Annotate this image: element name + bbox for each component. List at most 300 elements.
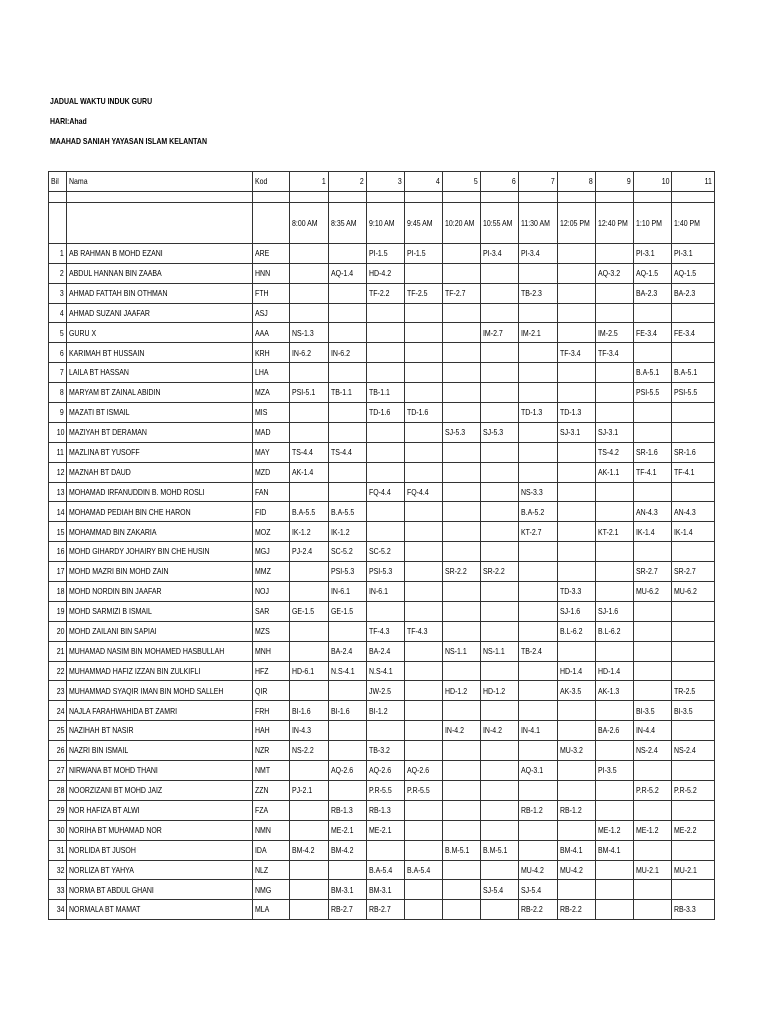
teacher-code-text: LHA [255, 367, 269, 378]
slot-cell [405, 681, 443, 701]
slot-cell [672, 542, 715, 562]
slot-cell [634, 403, 672, 423]
teacher-code [253, 263, 290, 283]
slot-cell [596, 243, 634, 263]
table-row [49, 880, 715, 900]
slot-cell-text: PJ-2.4 [292, 546, 313, 557]
slot-cell [290, 761, 329, 781]
row-bil [49, 542, 67, 562]
table-row [49, 403, 715, 423]
slot-cell-text: PI-3.1 [636, 248, 655, 259]
slot-cell [596, 522, 634, 542]
slot-cell-text: SR-1.6 [636, 446, 658, 457]
slot-cell [634, 900, 672, 920]
teacher-name-text: MOHD ZAILANI BIN SAPIAI [69, 626, 157, 636]
slot-cell [367, 263, 405, 283]
slot-cell [596, 780, 634, 800]
row-bil [49, 303, 67, 323]
slot-cell [558, 681, 596, 701]
slot-cell-text: TS-4.2 [598, 446, 619, 457]
slot-cell [367, 482, 405, 502]
period-time-text: 10:20 AM [445, 217, 475, 228]
teacher-name [67, 601, 253, 621]
slot-cell-text: TD-1.6 [369, 407, 391, 418]
slot-cell-text: RB-2.7 [331, 904, 353, 915]
slot-cell-text: PI-3.5 [598, 765, 617, 776]
header-period-text: 4 [436, 176, 440, 187]
slot-cell [519, 542, 558, 562]
table-row [49, 900, 715, 920]
slot-cell [519, 522, 558, 542]
teacher-name-text: NAZIHAH BT NASIR [69, 725, 134, 736]
slot-cell [367, 681, 405, 701]
teacher-code-text: FRH [255, 705, 270, 716]
slot-cell-text: TF-4.3 [407, 626, 428, 636]
slot-cell-text: KT-2.7 [521, 526, 542, 537]
slot-cell [290, 582, 329, 602]
timetable [48, 171, 715, 920]
slot-cell [481, 482, 519, 502]
slot-cell [290, 482, 329, 502]
slot-cell [290, 880, 329, 900]
slot-cell [558, 741, 596, 761]
slot-cell-text: TR-2.5 [674, 685, 696, 696]
slot-cell [290, 263, 329, 283]
slot-cell [634, 482, 672, 502]
teacher-name-text: MOHAMAD IRFANUDDIN B. MOHD ROSLI [69, 486, 205, 497]
slot-cell-text: AQ-1.5 [674, 267, 697, 278]
slot-cell-text: MU-2.1 [674, 864, 697, 875]
slot-cell [558, 582, 596, 602]
slot-cell [672, 502, 715, 522]
row-bil-text: 33 [56, 884, 64, 895]
slot-cell [558, 522, 596, 542]
spacer-cell [634, 191, 672, 202]
teacher-code-text: NLZ [255, 864, 269, 875]
slot-cell [329, 900, 367, 920]
slot-cell [367, 701, 405, 721]
slot-cell-text: RB-1.3 [369, 805, 391, 816]
slot-cell [367, 522, 405, 542]
slot-cell [367, 363, 405, 383]
table-row [49, 263, 715, 283]
row-bil-text: 29 [56, 805, 64, 816]
slot-cell-text: IN-6.1 [331, 586, 350, 597]
teacher-name [67, 343, 253, 363]
spacer-cell [329, 191, 367, 202]
spacer-cell [519, 191, 558, 202]
row-bil-text: 14 [56, 506, 64, 517]
slot-cell [634, 582, 672, 602]
period-time-text: 8:00 AM [292, 217, 318, 228]
slot-cell [443, 621, 481, 641]
slot-cell [596, 502, 634, 522]
table-row [49, 701, 715, 721]
slot-cell [481, 780, 519, 800]
teacher-code-text: HNN [255, 267, 271, 278]
slot-cell [290, 303, 329, 323]
row-bil-text: 10 [56, 427, 64, 438]
teacher-name [67, 860, 253, 880]
slot-cell [519, 482, 558, 502]
slot-cell [405, 522, 443, 542]
document-title: JADUAL WAKTU INDUK GURU [50, 96, 153, 106]
slot-cell [634, 701, 672, 721]
row-bil [49, 880, 67, 900]
slot-cell [558, 303, 596, 323]
slot-cell-text: PSI-5.3 [331, 566, 355, 577]
slot-cell-text: GE-1.5 [292, 606, 315, 617]
row-bil [49, 641, 67, 661]
slot-cell [596, 422, 634, 442]
slot-cell-text: TS-4.4 [292, 446, 313, 457]
slot-cell [634, 641, 672, 661]
period-time [672, 202, 715, 243]
slot-cell [672, 601, 715, 621]
slot-cell-text: AK-1.3 [598, 685, 620, 696]
slot-cell [405, 761, 443, 781]
timetable-sheet [48, 171, 714, 920]
slot-cell [558, 900, 596, 920]
teacher-name-text: MOHD GIHARDY JOHAIRY BIN CHE HUSIN [69, 546, 210, 557]
teacher-code [253, 363, 290, 383]
row-bil [49, 283, 67, 303]
row-bil [49, 482, 67, 502]
slot-cell [596, 442, 634, 462]
slot-cell-text: TF-3.4 [598, 347, 619, 358]
slot-cell [329, 621, 367, 641]
slot-cell [329, 462, 367, 482]
slot-cell-text: B.A-5.4 [407, 864, 431, 875]
spacer-cell [290, 191, 329, 202]
slot-cell [443, 502, 481, 522]
teacher-code-text: MZD [255, 466, 271, 477]
slot-cell [519, 900, 558, 920]
slot-cell [558, 422, 596, 442]
slot-cell [329, 283, 367, 303]
slot-cell [367, 820, 405, 840]
teacher-name-text: NORIHA BT MUHAMAD NOR [69, 824, 162, 835]
teacher-name [67, 403, 253, 423]
teacher-code-text: MGJ [255, 546, 270, 557]
slot-cell [558, 403, 596, 423]
slot-cell-text: B.A-5.1 [636, 367, 660, 378]
slot-cell [443, 761, 481, 781]
slot-cell [405, 243, 443, 263]
row-bil [49, 681, 67, 701]
slot-cell [558, 761, 596, 781]
slot-cell [367, 343, 405, 363]
slot-cell [405, 363, 443, 383]
teacher-code [253, 661, 290, 681]
slot-cell [596, 701, 634, 721]
period-time [443, 202, 481, 243]
slot-cell [481, 522, 519, 542]
slot-cell [519, 701, 558, 721]
slot-cell [672, 482, 715, 502]
slot-cell [519, 860, 558, 880]
slot-cell [367, 403, 405, 423]
slot-cell [634, 860, 672, 880]
slot-cell-text: B.A-5.1 [674, 367, 698, 378]
slot-cell [634, 343, 672, 363]
slot-cell [672, 820, 715, 840]
slot-cell [367, 562, 405, 582]
slot-cell [672, 800, 715, 820]
table-row [49, 780, 715, 800]
slot-cell-text: AQ-2.6 [331, 765, 354, 776]
teacher-name-text: NORLIZA BT YAHYA [69, 864, 134, 875]
slot-cell-text: AQ-3.1 [521, 765, 544, 776]
day-label: HARI:Ahad [50, 116, 87, 126]
slot-cell [672, 263, 715, 283]
period-time-text: 8:35 AM [331, 217, 357, 228]
slot-cell [290, 601, 329, 621]
slot-cell [405, 880, 443, 900]
row-bil [49, 363, 67, 383]
slot-cell-text: SJ-5.4 [521, 884, 542, 895]
slot-cell-text: RB-2.7 [369, 904, 391, 915]
row-bil-text: 4 [60, 307, 64, 318]
slot-cell [634, 681, 672, 701]
slot-cell-text: RB-1.3 [331, 805, 353, 816]
slot-cell-text: TS-4.4 [331, 446, 352, 457]
period-time-text: 10:55 AM [483, 217, 513, 228]
slot-cell [329, 582, 367, 602]
slot-cell [443, 681, 481, 701]
slot-cell [405, 502, 443, 522]
slot-cell [519, 840, 558, 860]
slot-cell [634, 800, 672, 820]
slot-cell [596, 860, 634, 880]
slot-cell [672, 422, 715, 442]
row-bil [49, 601, 67, 621]
period-time [558, 202, 596, 243]
teacher-name-text: MAZIYAH BT DERAMAN [69, 427, 147, 438]
slot-cell [672, 761, 715, 781]
spacer-row [49, 191, 715, 202]
slot-cell-text: TF-2.2 [369, 287, 390, 298]
slot-cell-text: SJ-1.6 [560, 606, 581, 617]
slot-cell [367, 601, 405, 621]
slot-cell [519, 243, 558, 263]
slot-cell [290, 442, 329, 462]
teacher-name-text: NOORZIZANI BT MOHD JAIZ [69, 785, 163, 796]
slot-cell [596, 761, 634, 781]
teacher-name-text: MOHD NORDIN BIN JAAFAR [69, 586, 162, 597]
teacher-code [253, 701, 290, 721]
slot-cell [481, 681, 519, 701]
period-time-text: 12:40 PM [598, 217, 628, 228]
slot-cell [519, 582, 558, 602]
teacher-name [67, 303, 253, 323]
slot-cell-text: SC-5.2 [331, 546, 353, 557]
slot-cell [672, 701, 715, 721]
slot-cell-text: IN-4.1 [521, 725, 540, 736]
teacher-code [253, 303, 290, 323]
slot-cell [443, 601, 481, 621]
slot-cell-text: KT-2.1 [598, 526, 619, 537]
header-period [519, 172, 558, 192]
table-row [49, 681, 715, 701]
slot-cell [519, 741, 558, 761]
slot-cell-text: B.A-5.2 [521, 506, 545, 517]
slot-cell [443, 641, 481, 661]
slot-cell-text: FE-3.4 [636, 327, 657, 338]
spacer-cell [672, 191, 715, 202]
slot-cell [405, 721, 443, 741]
slot-cell [634, 780, 672, 800]
teacher-code [253, 562, 290, 582]
slot-cell [329, 661, 367, 681]
slot-cell [405, 800, 443, 820]
teacher-code [253, 780, 290, 800]
slot-cell [443, 442, 481, 462]
teacher-code [253, 721, 290, 741]
slot-cell [367, 860, 405, 880]
slot-cell [558, 383, 596, 403]
slot-cell [405, 661, 443, 681]
slot-cell-text: ME-1.2 [598, 824, 621, 835]
teacher-name [67, 641, 253, 661]
slot-cell [443, 900, 481, 920]
slot-cell-text: SR-2.7 [636, 566, 658, 577]
slot-cell [672, 462, 715, 482]
times-blank-cell [67, 202, 253, 243]
header-bil-text: Bil [51, 176, 59, 187]
slot-cell-text: AK-3.5 [560, 685, 582, 696]
teacher-code-text: NOJ [255, 586, 269, 597]
teacher-name [67, 741, 253, 761]
slot-cell [481, 363, 519, 383]
slot-cell [405, 283, 443, 303]
slot-cell [405, 582, 443, 602]
teacher-code-text: KRH [255, 347, 270, 358]
teacher-code [253, 641, 290, 661]
teacher-code-text: MAD [255, 427, 271, 438]
header-period-text: 3 [398, 176, 402, 187]
spacer-cell [443, 191, 481, 202]
slot-cell [558, 661, 596, 681]
slot-cell-text: NS-2.2 [292, 745, 314, 756]
period-time [405, 202, 443, 243]
slot-cell [290, 780, 329, 800]
slot-cell-text: TB-3.2 [369, 745, 390, 756]
slot-cell [558, 601, 596, 621]
slot-cell [634, 542, 672, 562]
slot-cell [329, 880, 367, 900]
teacher-name [67, 621, 253, 641]
slot-cell [596, 363, 634, 383]
slot-cell [519, 641, 558, 661]
row-bil-text: 32 [56, 864, 64, 875]
row-bil [49, 522, 67, 542]
slot-cell [519, 422, 558, 442]
slot-cell [443, 462, 481, 482]
slot-cell-text: TD-3.3 [560, 586, 582, 597]
slot-cell [634, 462, 672, 482]
slot-cell [596, 482, 634, 502]
slot-cell [367, 502, 405, 522]
slot-cell [481, 343, 519, 363]
slot-cell [634, 263, 672, 283]
slot-cell-text: FQ-4.4 [369, 486, 391, 497]
header-period [405, 172, 443, 192]
slot-cell-text: BA-2.3 [636, 287, 658, 298]
teacher-name [67, 522, 253, 542]
slot-cell [443, 363, 481, 383]
header-period [443, 172, 481, 192]
slot-cell-text: PSI-5.5 [674, 387, 698, 398]
slot-cell [481, 283, 519, 303]
slot-cell [596, 840, 634, 860]
teacher-name-text: MUHAMAD NASIM BIN MOHAMED HASBULLAH [69, 645, 225, 656]
slot-cell [672, 741, 715, 761]
slot-cell-text: BM-4.2 [292, 844, 315, 855]
teacher-name [67, 900, 253, 920]
table-row [49, 562, 715, 582]
slot-cell [290, 681, 329, 701]
slot-cell-text: TB-1.1 [331, 387, 352, 398]
row-bil [49, 263, 67, 283]
slot-cell [519, 502, 558, 522]
teacher-code [253, 820, 290, 840]
teacher-name [67, 880, 253, 900]
slot-cell [367, 721, 405, 741]
slot-cell-text: TF-2.5 [407, 287, 428, 298]
teacher-name [67, 582, 253, 602]
slot-cell-text: PSI-5.1 [292, 387, 316, 398]
period-time-text: 12:05 PM [560, 217, 590, 228]
header-period [329, 172, 367, 192]
teacher-code-text: MZA [255, 387, 270, 398]
slot-cell [481, 800, 519, 820]
row-bil [49, 721, 67, 741]
slot-cell [443, 323, 481, 343]
slot-cell [329, 303, 367, 323]
teacher-name [67, 562, 253, 582]
slot-cell [443, 343, 481, 363]
slot-cell [481, 303, 519, 323]
period-time [290, 202, 329, 243]
slot-cell-text: MU-2.1 [636, 864, 659, 875]
slot-cell [481, 601, 519, 621]
slot-cell-text: B.L-6.2 [560, 626, 583, 636]
slot-cell [481, 403, 519, 423]
slot-cell [290, 800, 329, 820]
slot-cell [596, 562, 634, 582]
slot-cell-text: IK-1.2 [292, 526, 311, 537]
teacher-name-text: ABDUL HANNAN BIN ZAABA [69, 267, 162, 278]
table-row [49, 462, 715, 482]
slot-cell-text: B.L-6.2 [598, 626, 621, 636]
slot-cell-text: P.R-5.5 [369, 785, 392, 796]
teacher-code-text: HAH [255, 725, 270, 736]
slot-cell [558, 283, 596, 303]
header-period-text: 1 [322, 176, 326, 187]
slot-cell [558, 641, 596, 661]
slot-cell [443, 542, 481, 562]
slot-cell [558, 482, 596, 502]
slot-cell-text: TB-2.4 [521, 645, 542, 656]
slot-cell-text: BA-2.6 [598, 725, 620, 736]
header-period-text: 11 [704, 176, 712, 187]
slot-cell [634, 522, 672, 542]
row-bil-text: 15 [56, 526, 64, 537]
slot-cell [443, 820, 481, 840]
slot-cell [634, 383, 672, 403]
header-period-text: 6 [512, 176, 516, 187]
